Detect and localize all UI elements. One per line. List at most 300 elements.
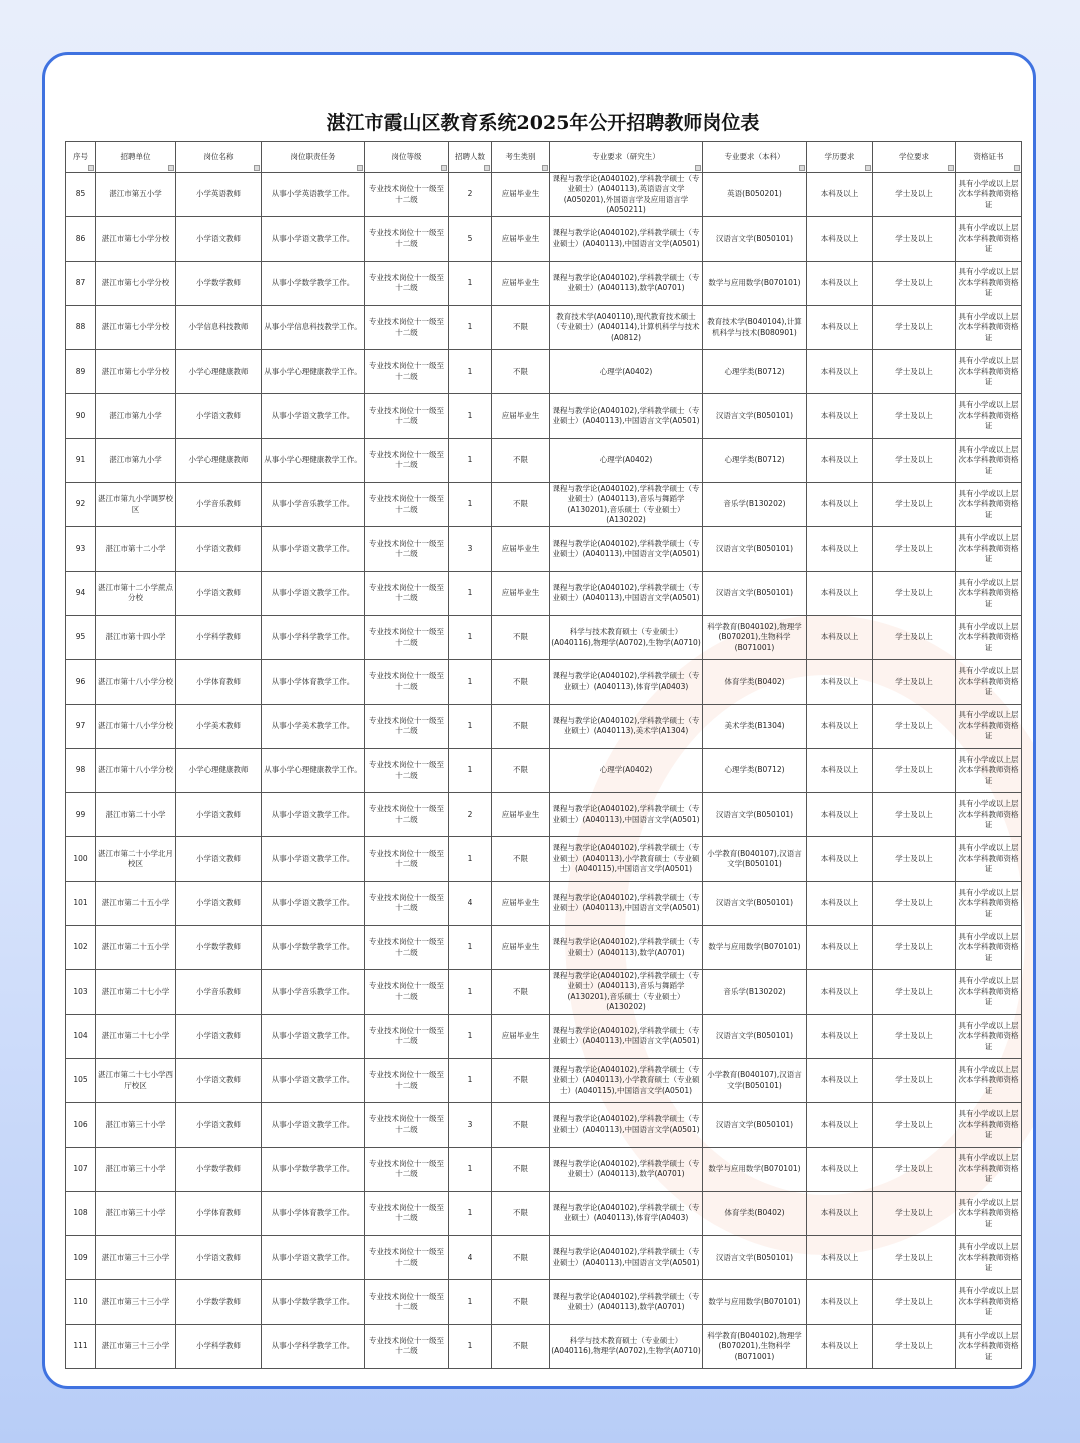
table-row: [66, 571, 1022, 615]
table-cell: 本科及以上: [807, 305, 873, 349]
table-cell: 本科及以上: [807, 1103, 873, 1147]
table-cell: 小学心理健康教师: [176, 438, 262, 482]
table-cell: 专业技术岗位十一级至十二级: [365, 881, 449, 925]
table-row: [66, 1324, 1022, 1368]
table-cell: 从事小学语文教学工作。: [262, 1058, 365, 1102]
table-cell: 小学语文教师: [176, 1103, 262, 1147]
table-cell: 104: [66, 1014, 96, 1058]
table-cell: 小学数学教师: [176, 1147, 262, 1191]
table-cell: 小学语文教师: [176, 394, 262, 438]
table-cell: 汉语言文学(B050101): [703, 1014, 807, 1058]
table-cell: 湛江市第十八小学分校: [96, 704, 176, 748]
column-header[interactable]: [449, 142, 492, 173]
table-cell: 1: [449, 1191, 492, 1235]
table-cell: 专业技术岗位十一级至十二级: [365, 1058, 449, 1102]
table-cell: 小学语文教师: [176, 1236, 262, 1280]
table-row: [66, 748, 1022, 792]
table-cell: 心理学(A0402): [550, 438, 703, 482]
filter-dropdown-icon[interactable]: [88, 165, 94, 171]
table-cell: 从事小学语文教学工作。: [262, 1014, 365, 1058]
table-cell: 1: [449, 483, 492, 527]
column-header[interactable]: [550, 142, 703, 173]
table-cell: 湛江市第九小学: [96, 438, 176, 482]
column-header-label: 考生类别: [505, 151, 536, 161]
table-cell: 1: [449, 1280, 492, 1324]
table-cell: 1: [449, 394, 492, 438]
filter-dropdown-icon[interactable]: [168, 165, 174, 171]
table-cell: 本科及以上: [807, 748, 873, 792]
table-cell: 专业技术岗位十一级至十二级: [365, 793, 449, 837]
table-cell: 88: [66, 305, 96, 349]
table-cell: 4: [449, 881, 492, 925]
table-cell: 课程与教学论(A040102),学科教学硕士（专业硕士）(A040113),中国语言文学(A0501): [550, 881, 703, 925]
table-cell: 湛江市第十八小学分校: [96, 748, 176, 792]
column-header[interactable]: [176, 142, 262, 173]
table-cell: 专业技术岗位十一级至十二级: [365, 483, 449, 527]
table-cell: 不限: [492, 483, 550, 527]
column-header-label: 学位要求: [899, 151, 929, 161]
table-cell: 课程与教学论(A040102),学科教学硕士（专业硕士）(A040113),体育学(A0403): [550, 660, 703, 704]
table-row: [66, 1103, 1022, 1147]
column-header-label: 专业要求（本科）: [724, 151, 785, 161]
table-cell: 体育学类(B0402): [703, 660, 807, 704]
filter-dropdown-icon[interactable]: [1014, 165, 1020, 171]
table-cell: 专业技术岗位十一级至十二级: [365, 350, 449, 394]
table-cell: 小学教育(B040107),汉语言文学(B050101): [703, 1058, 807, 1102]
table-cell: 湛江市第二十小学: [96, 793, 176, 837]
table-cell: 应届毕业生: [492, 261, 550, 305]
table-cell: 1: [449, 1324, 492, 1368]
table-cell: 学士及以上: [873, 1058, 956, 1102]
table-cell: 105: [66, 1058, 96, 1102]
table-cell: 从事小学语文教学工作。: [262, 837, 365, 881]
table-cell: 专业技术岗位十一级至十二级: [365, 660, 449, 704]
table-cell: 具有小学或以上层次本学科教师资格证: [956, 394, 1022, 438]
table-cell: 1: [449, 261, 492, 305]
table-cell: 专业技术岗位十一级至十二级: [365, 217, 449, 261]
table-cell: 110: [66, 1280, 96, 1324]
table-cell: 1: [449, 1147, 492, 1191]
table-cell: 数学与应用数学(B070101): [703, 1147, 807, 1191]
table-cell: 从事小学心理健康教学工作。: [262, 438, 365, 482]
table-cell: 本科及以上: [807, 881, 873, 925]
table-cell: 湛江市第十二小学: [96, 527, 176, 571]
recruitment-table: [65, 141, 1022, 1369]
column-header[interactable]: [956, 142, 1022, 173]
table-cell: 课程与教学论(A040102),学科教学硕士（专业硕士）(A040113),小学教育硕士（专业硕士）(A040115),中国语言文学(A0501): [550, 837, 703, 881]
table-cell: 小学语文教师: [176, 1014, 262, 1058]
column-header[interactable]: [703, 142, 807, 173]
table-cell: 具有小学或以上层次本学科教师资格证: [956, 1103, 1022, 1147]
filter-dropdown-icon[interactable]: [695, 165, 701, 171]
table-cell: 98: [66, 748, 96, 792]
table-cell: 美术学类(B1304): [703, 704, 807, 748]
filter-dropdown-icon[interactable]: [948, 165, 954, 171]
table-cell: 专业技术岗位十一级至十二级: [365, 438, 449, 482]
table-cell: 3: [449, 1103, 492, 1147]
table-cell: 应届毕业生: [492, 793, 550, 837]
table-cell: 湛江市第九小学: [96, 394, 176, 438]
table-row: [66, 438, 1022, 482]
table-cell: 107: [66, 1147, 96, 1191]
table-row: [66, 1058, 1022, 1102]
table-cell: 汉语言文学(B050101): [703, 571, 807, 615]
table-cell: 应届毕业生: [492, 527, 550, 571]
table-cell: 学士及以上: [873, 1147, 956, 1191]
table-cell: 从事小学语文教学工作。: [262, 217, 365, 261]
table-cell: 101: [66, 881, 96, 925]
table-cell: 学士及以上: [873, 173, 956, 217]
table-cell: 本科及以上: [807, 793, 873, 837]
table-cell: 从事小学语文教学工作。: [262, 527, 365, 571]
table-cell: 从事小学语文教学工作。: [262, 881, 365, 925]
table-cell: 音乐学(B130202): [703, 483, 807, 527]
table-cell: 1: [449, 704, 492, 748]
table-cell: 本科及以上: [807, 527, 873, 571]
table-cell: 小学语文教师: [176, 881, 262, 925]
table-row: [66, 1191, 1022, 1235]
table-cell: 1: [449, 660, 492, 704]
table-cell: 湛江市第七小学分校: [96, 350, 176, 394]
table-cell: 学士及以上: [873, 926, 956, 970]
table-cell: 不限: [492, 1324, 550, 1368]
table-cell: 96: [66, 660, 96, 704]
table-cell: 专业技术岗位十一级至十二级: [365, 615, 449, 659]
column-header-label: 招聘人数: [455, 151, 485, 161]
table-cell: 汉语言文学(B050101): [703, 793, 807, 837]
table-cell: 具有小学或以上层次本学科教师资格证: [956, 438, 1022, 482]
table-cell: 小学信息科技教师: [176, 305, 262, 349]
column-header-label: 岗位名称: [203, 151, 234, 161]
table-header-row: [66, 142, 1022, 173]
table-cell: 具有小学或以上层次本学科教师资格证: [956, 970, 1022, 1014]
table-cell: 学士及以上: [873, 793, 956, 837]
table-cell: 从事小学语文教学工作。: [262, 793, 365, 837]
table-cell: 专业技术岗位十一级至十二级: [365, 527, 449, 571]
table-row: [66, 350, 1022, 394]
table-cell: 专业技术岗位十一级至十二级: [365, 926, 449, 970]
table-cell: 小学音乐教师: [176, 483, 262, 527]
filter-dropdown-icon[interactable]: [865, 165, 871, 171]
table-cell: 不限: [492, 615, 550, 659]
table-cell: 具有小学或以上层次本学科教师资格证: [956, 615, 1022, 659]
table-cell: 专业技术岗位十一级至十二级: [365, 394, 449, 438]
column-header-label: 岗位等级: [391, 151, 422, 161]
table-cell: 学士及以上: [873, 704, 956, 748]
table-row: [66, 704, 1022, 748]
table-cell: 湛江市第三十三小学: [96, 1236, 176, 1280]
table-row: [66, 483, 1022, 527]
table-cell: 课程与教学论(A040102),学科教学硕士（专业硕士）(A040113),中国语言文学(A0501): [550, 394, 703, 438]
table-cell: 不限: [492, 438, 550, 482]
table-cell: 课程与教学论(A040102),学科教学硕士（专业硕士）(A040113),音乐与舞蹈学(A130201),音乐硕士（专业硕士）(A130202): [550, 970, 703, 1014]
filter-dropdown-icon[interactable]: [484, 165, 490, 171]
table-row: [66, 1014, 1022, 1058]
table-cell: 不限: [492, 837, 550, 881]
table-cell: 具有小学或以上层次本学科教师资格证: [956, 1236, 1022, 1280]
column-header-label: 学历要求: [824, 151, 855, 161]
table-cell: 具有小学或以上层次本学科教师资格证: [956, 1147, 1022, 1191]
table-cell: 本科及以上: [807, 660, 873, 704]
table-cell: 湛江市第九小学调罗校区: [96, 483, 176, 527]
table-row: [66, 970, 1022, 1014]
table-cell: 从事小学数学教学工作。: [262, 1280, 365, 1324]
table-cell: 从事小学体育教学工作。: [262, 660, 365, 704]
table-cell: 102: [66, 926, 96, 970]
document-frame: [42, 52, 1036, 1389]
table-cell: 1: [449, 970, 492, 1014]
table-cell: 小学心理健康教师: [176, 748, 262, 792]
table-cell: 具有小学或以上层次本学科教师资格证: [956, 483, 1022, 527]
table-cell: 学士及以上: [873, 1191, 956, 1235]
table-cell: 本科及以上: [807, 1280, 873, 1324]
table-cell: 小学科学教师: [176, 615, 262, 659]
table-cell: 具有小学或以上层次本学科教师资格证: [956, 837, 1022, 881]
table-cell: 从事小学科学教学工作。: [262, 1324, 365, 1368]
table-cell: 应届毕业生: [492, 881, 550, 925]
table-cell: 从事小学英语教学工作。: [262, 173, 365, 217]
table-cell: 应届毕业生: [492, 571, 550, 615]
table-cell: 具有小学或以上层次本学科教师资格证: [956, 748, 1022, 792]
table-cell: 湛江市第三十小学: [96, 1147, 176, 1191]
table-cell: 湛江市第二十五小学: [96, 926, 176, 970]
table-cell: 汉语言文学(B050101): [703, 527, 807, 571]
table-cell: 小学教育(B040107),汉语言文学(B050101): [703, 837, 807, 881]
filter-dropdown-icon[interactable]: [799, 165, 805, 171]
table-cell: 专业技术岗位十一级至十二级: [365, 261, 449, 305]
table-cell: 具有小学或以上层次本学科教师资格证: [956, 527, 1022, 571]
table-cell: 课程与教学论(A040102),学科教学硕士（专业硕士）(A040113),英语语言文学(A050201),外国语言学及应用语言学(A050211): [550, 173, 703, 217]
table-cell: 湛江市第七小学分校: [96, 217, 176, 261]
table-cell: 湛江市第三十三小学: [96, 1280, 176, 1324]
table-cell: 课程与教学论(A040102),学科教学硕士（专业硕士）(A040113),中国语言文学(A0501): [550, 1014, 703, 1058]
table-cell: 本科及以上: [807, 394, 873, 438]
table-cell: 不限: [492, 1058, 550, 1102]
table-cell: 科学教育(B040102),物理学(B070201),生物科学(B071001): [703, 1324, 807, 1368]
table-cell: 专业技术岗位十一级至十二级: [365, 970, 449, 1014]
table-cell: 汉语言文学(B050101): [703, 881, 807, 925]
filter-dropdown-icon[interactable]: [441, 165, 447, 171]
column-header[interactable]: [66, 142, 96, 173]
table-cell: 湛江市第七小学分校: [96, 305, 176, 349]
table-cell: 不限: [492, 970, 550, 1014]
table-cell: 学士及以上: [873, 837, 956, 881]
table-cell: 课程与教学论(A040102),学科教学硕士（专业硕士）(A040113),音乐与舞蹈学(A130201),音乐硕士（专业硕士）(A130202): [550, 483, 703, 527]
table-cell: 学士及以上: [873, 970, 956, 1014]
table-cell: 具有小学或以上层次本学科教师资格证: [956, 1191, 1022, 1235]
table-cell: 湛江市第二十七小学: [96, 970, 176, 1014]
table-cell: 不限: [492, 704, 550, 748]
table-cell: 课程与教学论(A040102),学科教学硕士（专业硕士）(A040113),体育学(A0403): [550, 1191, 703, 1235]
table-cell: 课程与教学论(A040102),学科教学硕士（专业硕士）(A040113),小学教育硕士（专业硕士）(A040115),中国语言文学(A0501): [550, 1058, 703, 1102]
table-cell: 具有小学或以上层次本学科教师资格证: [956, 217, 1022, 261]
table-cell: 体育学类(B0402): [703, 1191, 807, 1235]
table-cell: 本科及以上: [807, 350, 873, 394]
table-cell: 3: [449, 527, 492, 571]
table-cell: 课程与教学论(A040102),学科教学硕士（专业硕士）(A040113),中国语言文学(A0501): [550, 217, 703, 261]
table-cell: 1: [449, 438, 492, 482]
table-cell: 小学体育教师: [176, 1191, 262, 1235]
table-row: [66, 660, 1022, 704]
table-cell: 专业技术岗位十一级至十二级: [365, 1280, 449, 1324]
column-header-label: 招聘单位: [120, 151, 151, 161]
table-cell: 数学与应用数学(B070101): [703, 1280, 807, 1324]
table-row: [66, 615, 1022, 659]
table-cell: 学士及以上: [873, 1236, 956, 1280]
table-cell: 应届毕业生: [492, 217, 550, 261]
table-cell: 学士及以上: [873, 261, 956, 305]
table-cell: 不限: [492, 305, 550, 349]
table-cell: 湛江市第五小学: [96, 173, 176, 217]
table-cell: 课程与教学论(A040102),学科教学硕士（专业硕士）(A040113),中国语言文学(A0501): [550, 1103, 703, 1147]
table-cell: 科学教育(B040102),物理学(B070201),生物科学(B071001): [703, 615, 807, 659]
table-cell: 103: [66, 970, 96, 1014]
table-cell: 本科及以上: [807, 615, 873, 659]
table-cell: 学士及以上: [873, 305, 956, 349]
table-cell: 具有小学或以上层次本学科教师资格证: [956, 1280, 1022, 1324]
table-row: [66, 217, 1022, 261]
table-cell: 93: [66, 527, 96, 571]
filter-dropdown-icon[interactable]: [357, 165, 363, 171]
table-cell: 99: [66, 793, 96, 837]
table-cell: 具有小学或以上层次本学科教师资格证: [956, 1324, 1022, 1368]
column-header[interactable]: [807, 142, 873, 173]
table-cell: 具有小学或以上层次本学科教师资格证: [956, 1014, 1022, 1058]
table-cell: 学士及以上: [873, 217, 956, 261]
table-cell: 小学英语教师: [176, 173, 262, 217]
table-cell: 心理学(A0402): [550, 748, 703, 792]
table-cell: 本科及以上: [807, 1014, 873, 1058]
table-cell: 具有小学或以上层次本学科教师资格证: [956, 660, 1022, 704]
table-cell: 5: [449, 217, 492, 261]
table-cell: 专业技术岗位十一级至十二级: [365, 704, 449, 748]
table-cell: 本科及以上: [807, 571, 873, 615]
table-cell: 1: [449, 926, 492, 970]
table-cell: 小学语文教师: [176, 527, 262, 571]
table-cell: 专业技术岗位十一级至十二级: [365, 571, 449, 615]
table-row: [66, 173, 1022, 217]
table-cell: 109: [66, 1236, 96, 1280]
table-cell: 心理学类(B0712): [703, 438, 807, 482]
table-cell: 从事小学数学教学工作。: [262, 926, 365, 970]
table-cell: 1: [449, 305, 492, 349]
table-cell: 应届毕业生: [492, 173, 550, 217]
table-cell: 湛江市第三十三小学: [96, 1324, 176, 1368]
table-cell: 1: [449, 748, 492, 792]
table-cell: 专业技术岗位十一级至十二级: [365, 1147, 449, 1191]
table-cell: 具有小学或以上层次本学科教师资格证: [956, 261, 1022, 305]
table-cell: 小学数学教师: [176, 261, 262, 305]
table-cell: 具有小学或以上层次本学科教师资格证: [956, 173, 1022, 217]
table-cell: 本科及以上: [807, 970, 873, 1014]
table-row: [66, 305, 1022, 349]
table-cell: 学士及以上: [873, 571, 956, 615]
table-cell: 具有小学或以上层次本学科教师资格证: [956, 571, 1022, 615]
table-cell: 本科及以上: [807, 1191, 873, 1235]
table-cell: 108: [66, 1191, 96, 1235]
table-cell: 学士及以上: [873, 1014, 956, 1058]
table-cell: 学士及以上: [873, 1103, 956, 1147]
column-header[interactable]: [365, 142, 449, 173]
table-cell: 不限: [492, 660, 550, 704]
table-cell: 具有小学或以上层次本学科教师资格证: [956, 926, 1022, 970]
table-cell: 数学与应用数学(B070101): [703, 926, 807, 970]
table-cell: 湛江市第二十七小学: [96, 1014, 176, 1058]
table-cell: 不限: [492, 748, 550, 792]
table-cell: 具有小学或以上层次本学科教师资格证: [956, 305, 1022, 349]
table-cell: 应届毕业生: [492, 1014, 550, 1058]
table-cell: 从事小学心理健康教学工作。: [262, 350, 365, 394]
column-header[interactable]: [873, 142, 956, 173]
table-cell: 课程与教学论(A040102),学科教学硕士（专业硕士）(A040113),数学(A0701): [550, 926, 703, 970]
table-cell: 本科及以上: [807, 217, 873, 261]
column-header[interactable]: [262, 142, 365, 173]
table-cell: 小学语文教师: [176, 837, 262, 881]
table-body: [66, 173, 1022, 1369]
column-header[interactable]: [492, 142, 550, 173]
table-cell: 本科及以上: [807, 1324, 873, 1368]
table-cell: 92: [66, 483, 96, 527]
table-cell: 专业技术岗位十一级至十二级: [365, 1103, 449, 1147]
table-cell: 86: [66, 217, 96, 261]
table-cell: 课程与教学论(A040102),学科教学硕士（专业硕士）(A040113),中国语言文学(A0501): [550, 793, 703, 837]
table-cell: 从事小学科学教学工作。: [262, 615, 365, 659]
table-cell: 具有小学或以上层次本学科教师资格证: [956, 1058, 1022, 1102]
table-cell: 具有小学或以上层次本学科教师资格证: [956, 704, 1022, 748]
table-cell: 从事小学语文教学工作。: [262, 394, 365, 438]
table-cell: 87: [66, 261, 96, 305]
column-header[interactable]: [96, 142, 176, 173]
table-cell: 小学语文教师: [176, 1058, 262, 1102]
table-cell: 课程与教学论(A040102),学科教学硕士（专业硕士）(A040113),中国语言文学(A0501): [550, 527, 703, 571]
table-cell: 湛江市第二十小学北月校区: [96, 837, 176, 881]
table-cell: 应届毕业生: [492, 926, 550, 970]
column-header-label: 资格证书: [973, 151, 1004, 161]
table-cell: 91: [66, 438, 96, 482]
table-cell: 1: [449, 1014, 492, 1058]
table-cell: 课程与教学论(A040102),学科教学硕士（专业硕士）(A040113),中国语言文学(A0501): [550, 1236, 703, 1280]
table-cell: 本科及以上: [807, 438, 873, 482]
filter-dropdown-icon[interactable]: [542, 165, 548, 171]
table-cell: 湛江市第十四小学: [96, 615, 176, 659]
table-cell: 1: [449, 615, 492, 659]
table-cell: 小学科学教师: [176, 1324, 262, 1368]
table-row: [66, 793, 1022, 837]
table-cell: 从事小学数学教学工作。: [262, 1147, 365, 1191]
table-row: [66, 1280, 1022, 1324]
table-cell: 湛江市第七小学分校: [96, 261, 176, 305]
table-cell: 科学与技术教育硕士（专业硕士）(A040116),物理学(A0702),生物学(A0710): [550, 615, 703, 659]
table-cell: 本科及以上: [807, 1147, 873, 1191]
table-cell: 97: [66, 704, 96, 748]
table-cell: 音乐学(B130202): [703, 970, 807, 1014]
table-cell: 学士及以上: [873, 615, 956, 659]
table-row: [66, 837, 1022, 881]
table-cell: 具有小学或以上层次本学科教师资格证: [956, 793, 1022, 837]
column-header-label: 序号: [73, 151, 88, 161]
table-cell: 学士及以上: [873, 1280, 956, 1324]
table-cell: 从事小学语文教学工作。: [262, 1236, 365, 1280]
table-cell: 学士及以上: [873, 394, 956, 438]
table-cell: 湛江市第三十小学: [96, 1191, 176, 1235]
table-cell: 汉语言文学(B050101): [703, 217, 807, 261]
table-cell: 从事小学语文教学工作。: [262, 571, 365, 615]
table-cell: 课程与教学论(A040102),学科教学硕士（专业硕士）(A040113),数学(A0701): [550, 1280, 703, 1324]
filter-dropdown-icon[interactable]: [254, 165, 260, 171]
table-cell: 从事小学信息科技教学工作。: [262, 305, 365, 349]
table-row: [66, 1236, 1022, 1280]
table-cell: 小学语文教师: [176, 793, 262, 837]
